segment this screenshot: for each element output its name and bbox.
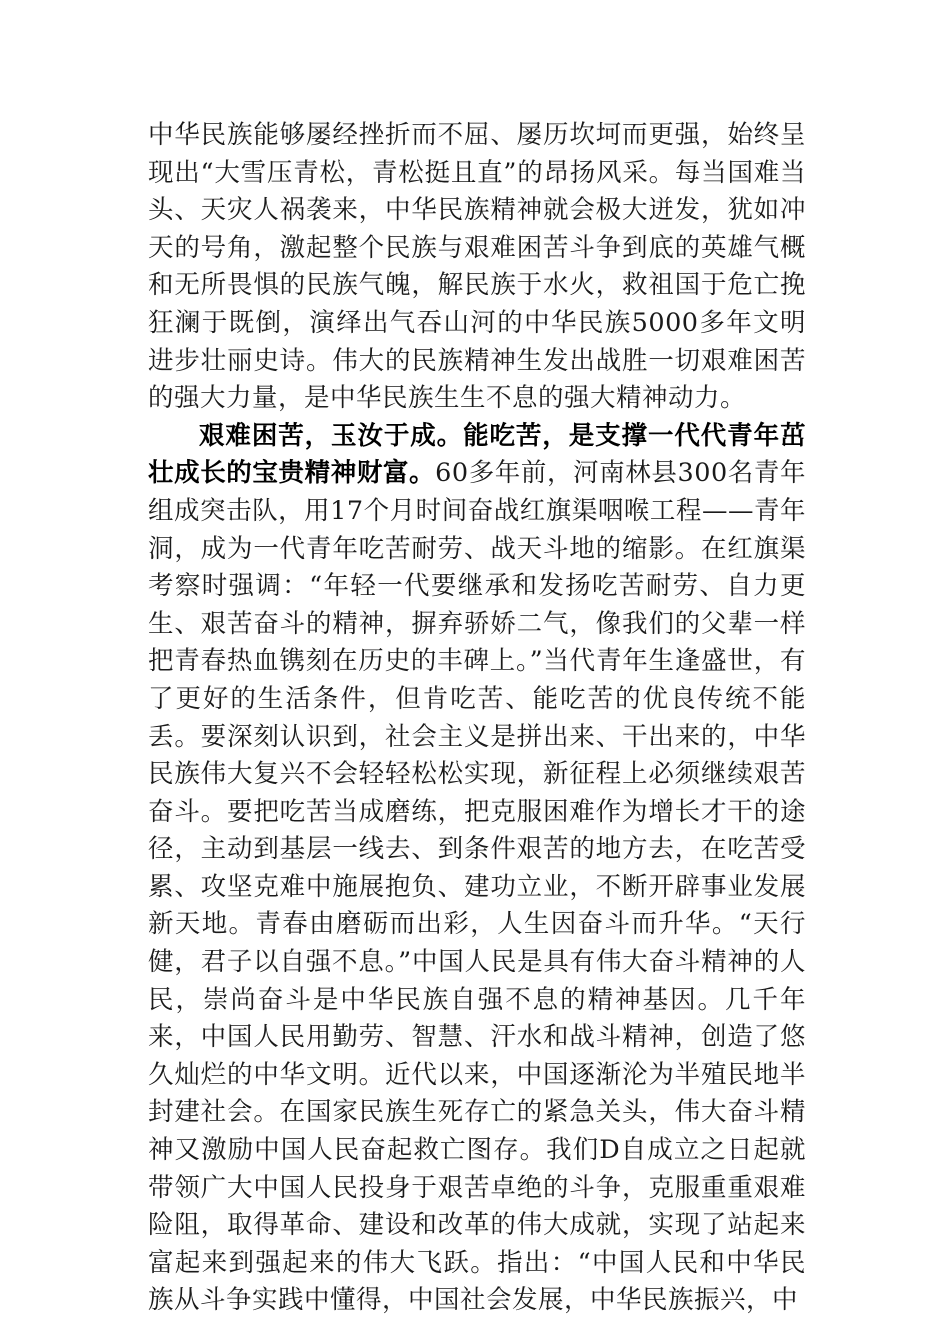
body-text <box>148 117 806 1320</box>
paragraph-1 <box>148 117 806 418</box>
paragraph-1-text: 中华民族能够屡经挫折而不屈、屡历坎坷而更强，始终呈现出“大雪压青松，青松挺且直”的昂扬风采。每当国难当头、天灾人祸袭来，中华民族精神就会极大迸发，犹如冲天的号角，激起整个民族与艰难困苦斗争到底的英雄气概和无所畏惧的民族气魄，解民族于水火，救祖国于危亡挽狂澜于既倒，演绎出气吞山河的中华民族5000多年文明进步壮丽史诗。伟大的民族精神生发出战胜一切艰难困苦的强大力量，是中华民族生生不息的强大精神动力。 <box>148 120 806 414</box>
paragraph-2 <box>148 418 806 1320</box>
paragraph-2-text: 60多年前，河南林县300名青年组成突击队，用17个月时间奋战红旗渠咽喉工程——青年洞，成为一代青年吃苦耐劳、战天斗地的缩影。在红旗渠考察时强调：“年轻一代要继承和发扬吃苦耐劳、自力更生、艰苦奋斗的精神，摒弃骄娇二气，像我们的父辈一样把青春热血镌刻在历史的丰碑上。”当代青年生逢盛世，有了更好的生活条件，但肯吃苦、能吃苦的优良传统不能丢。要深刻认识到，社会主义是拼出来、干出来的，中华民族伟大复兴不会轻轻松松实现，新征程上必须继续艰苦奋斗。要把吃苦当成磨练，把克服困难作为增长才干的途径，主动到基层一线去、到条件艰苦的地方去，在吃苦受累、攻坚克难中施展抱负、建功立业，不断开辟事业发展新天地。青春由磨砺而出彩，人生因奋斗而升华。“天行健，君子以自强不息。”中国人民是具有伟大奋斗精神的人民，崇尚奋斗是中华民族自强不息的精神基因。几千年来，中国人民用勤劳、智慧、汗水和战斗精神，创造了悠久灿烂的中华文明。近代以来，中国逐渐沦为半殖民地半封建社会。在国家民族生死存亡的紧急关头，伟大奋斗精神又激励中国人民奋起救亡图存。我们D自成立之日起就带领广大中国人民投身于艰苦卓绝的斗争，克服重重艰难险阻，取得革命、建设和改革的伟大成就，实现了站起来富起来到强起来的伟大飞跃。指出：“中国人民和中华民族从斗争实践中懂得，中国社会发展，中华民族振兴，中 <box>148 458 806 1316</box>
paragraph-2-bold-lead: 艰难困苦，玉汝于成。能吃苦，是支撑一代代青年茁壮成长的宝贵精神财富。 <box>148 420 806 489</box>
